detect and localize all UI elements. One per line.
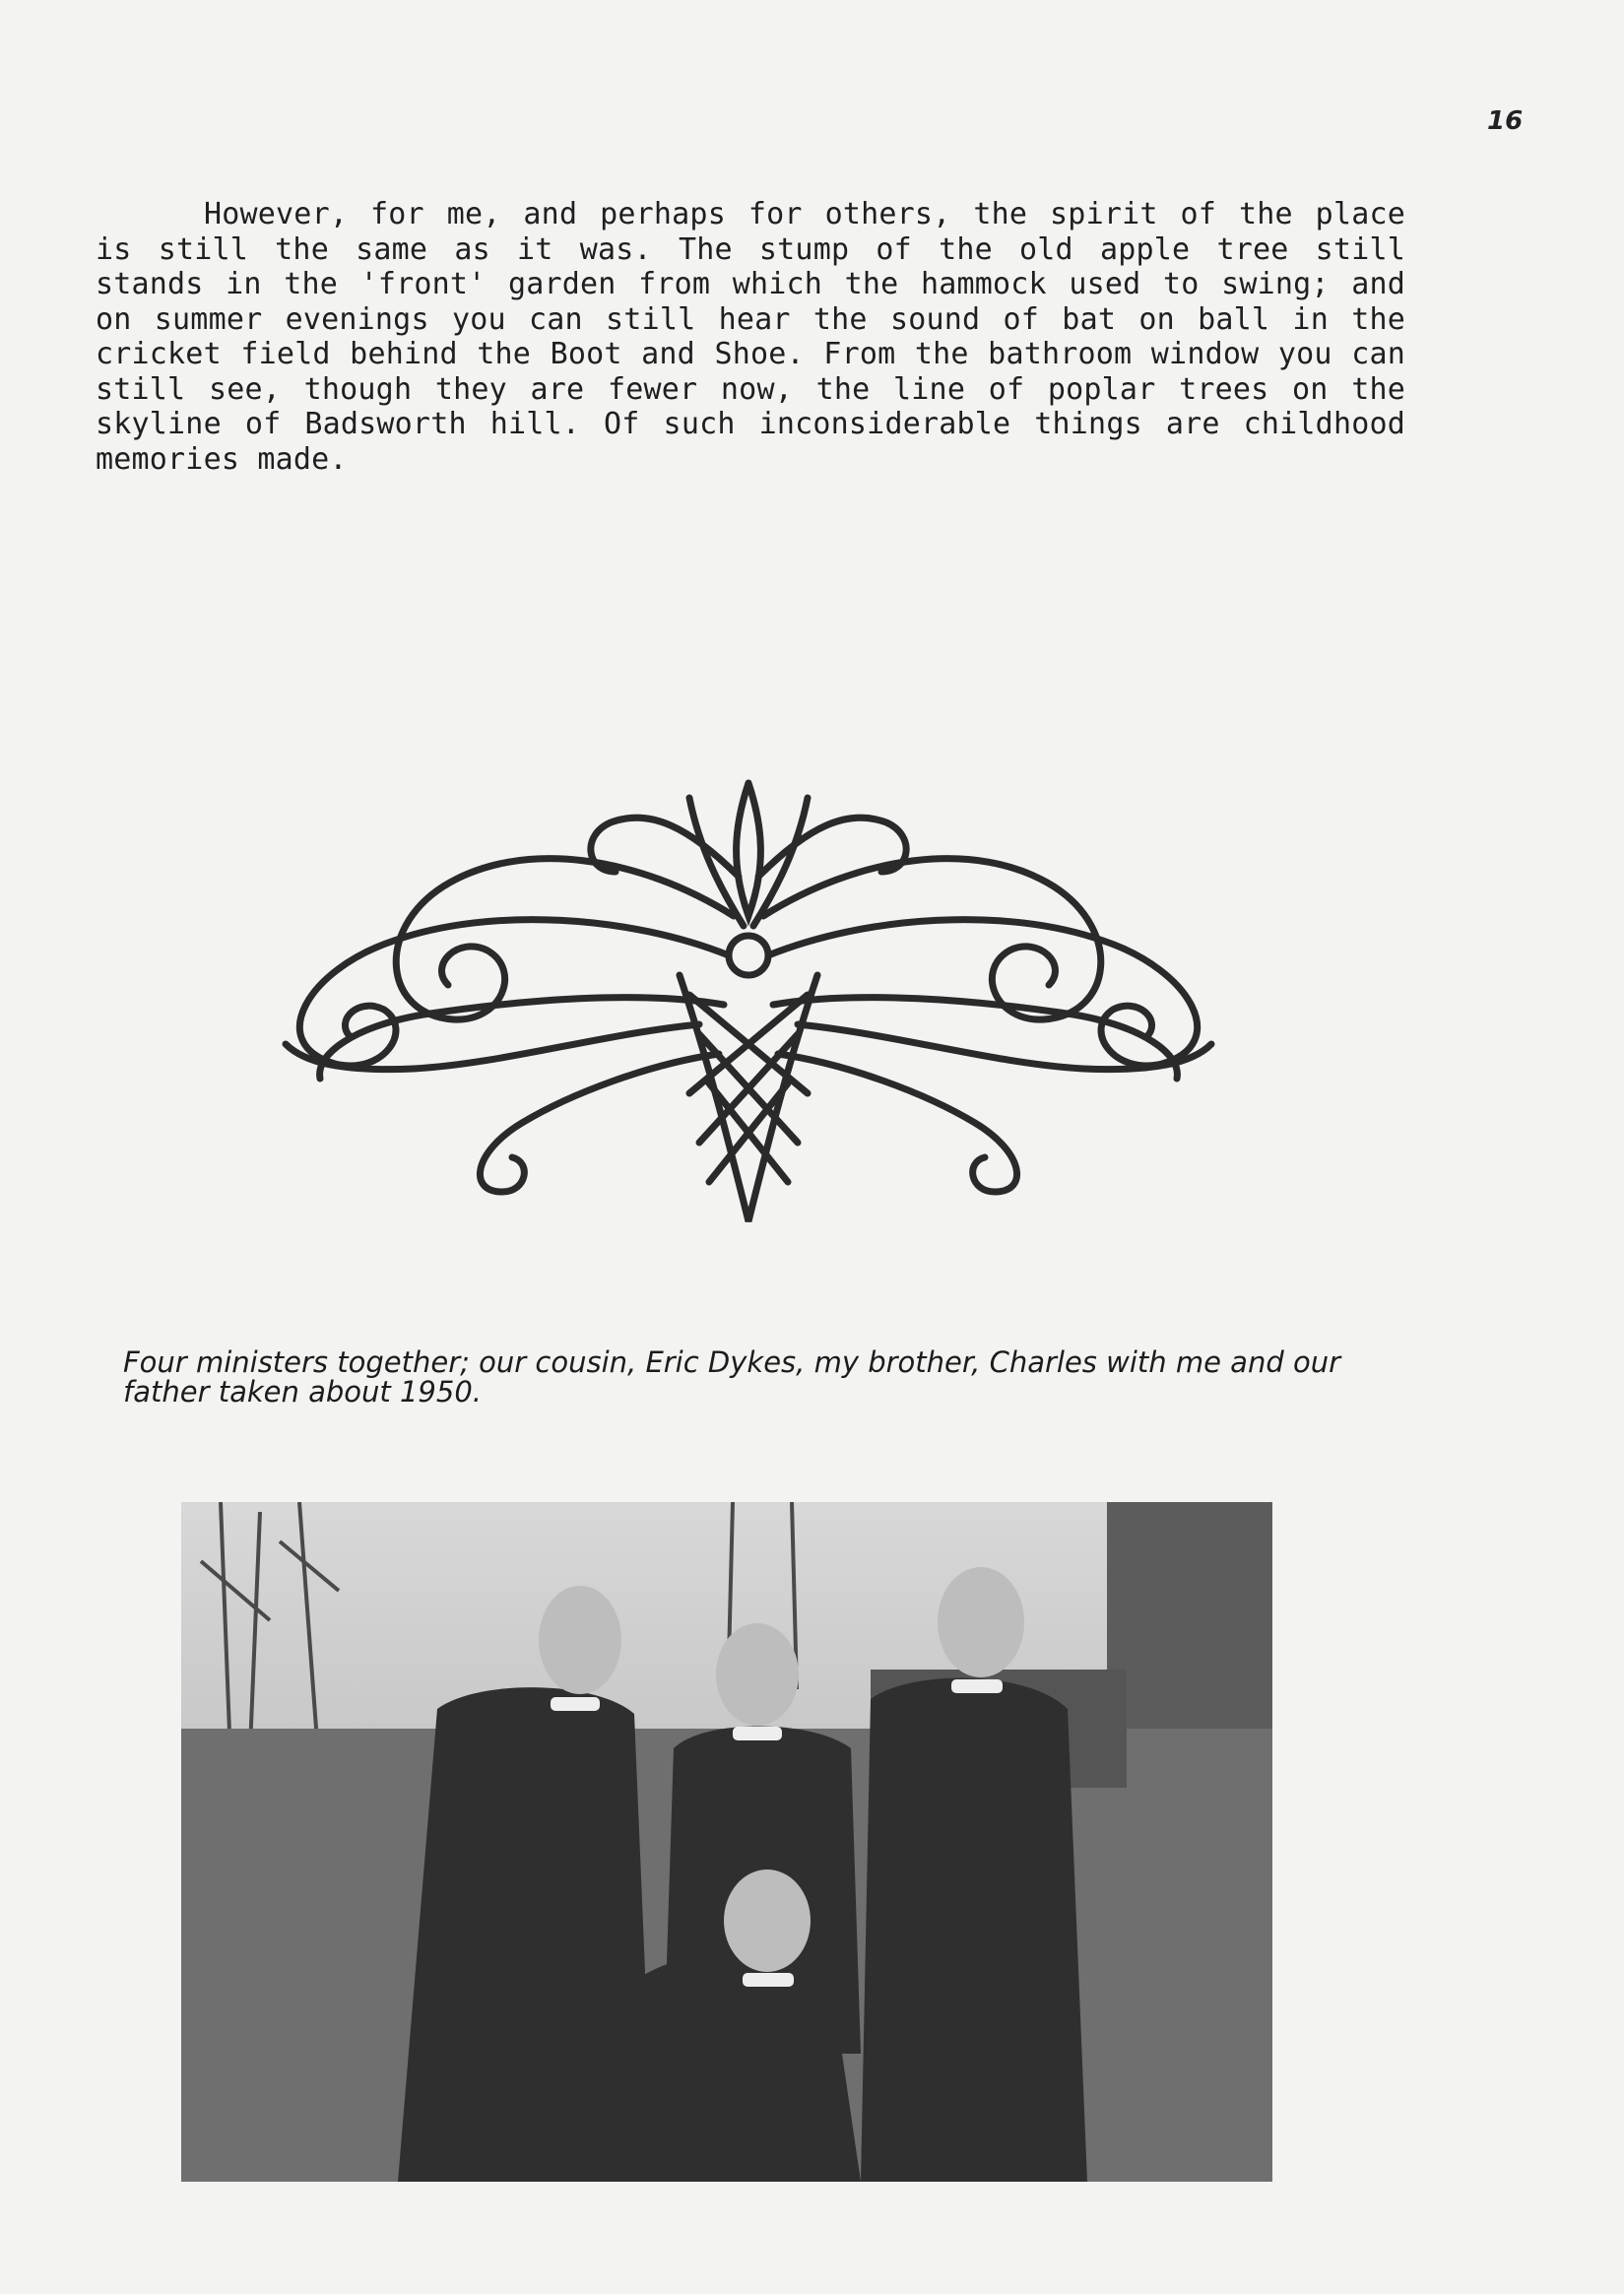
flourish-right-scrolls (758, 818, 1211, 1192)
group-photograph (181, 1502, 1272, 2182)
flourish-left-scrolls (286, 818, 739, 1192)
ornamental-flourish (227, 768, 1270, 1231)
page-number: 16 (1487, 106, 1524, 136)
photo-caption: Four ministers together; our cousin, Eric Dykes, my brother, Charles with me and our father taken about 1950. (123, 1345, 1340, 1409)
flourish-center-lattice (680, 783, 817, 1221)
body-paragraph: However, for me, and perhaps for others, the spirit of the place is still the same as it was. The stump of the old apple tree still stands in the 'front' garden from which the hammock used to swing; and on summer evenings you can still hear the sound of bat on ball in the cricket field behind the Boot and Shoe. From the bathroom window you can still see, though they are fewer now, the line of poplar trees on the skyline of Badsworth hill. Of such inconsiderable things are childhood memories made. (96, 197, 1405, 477)
